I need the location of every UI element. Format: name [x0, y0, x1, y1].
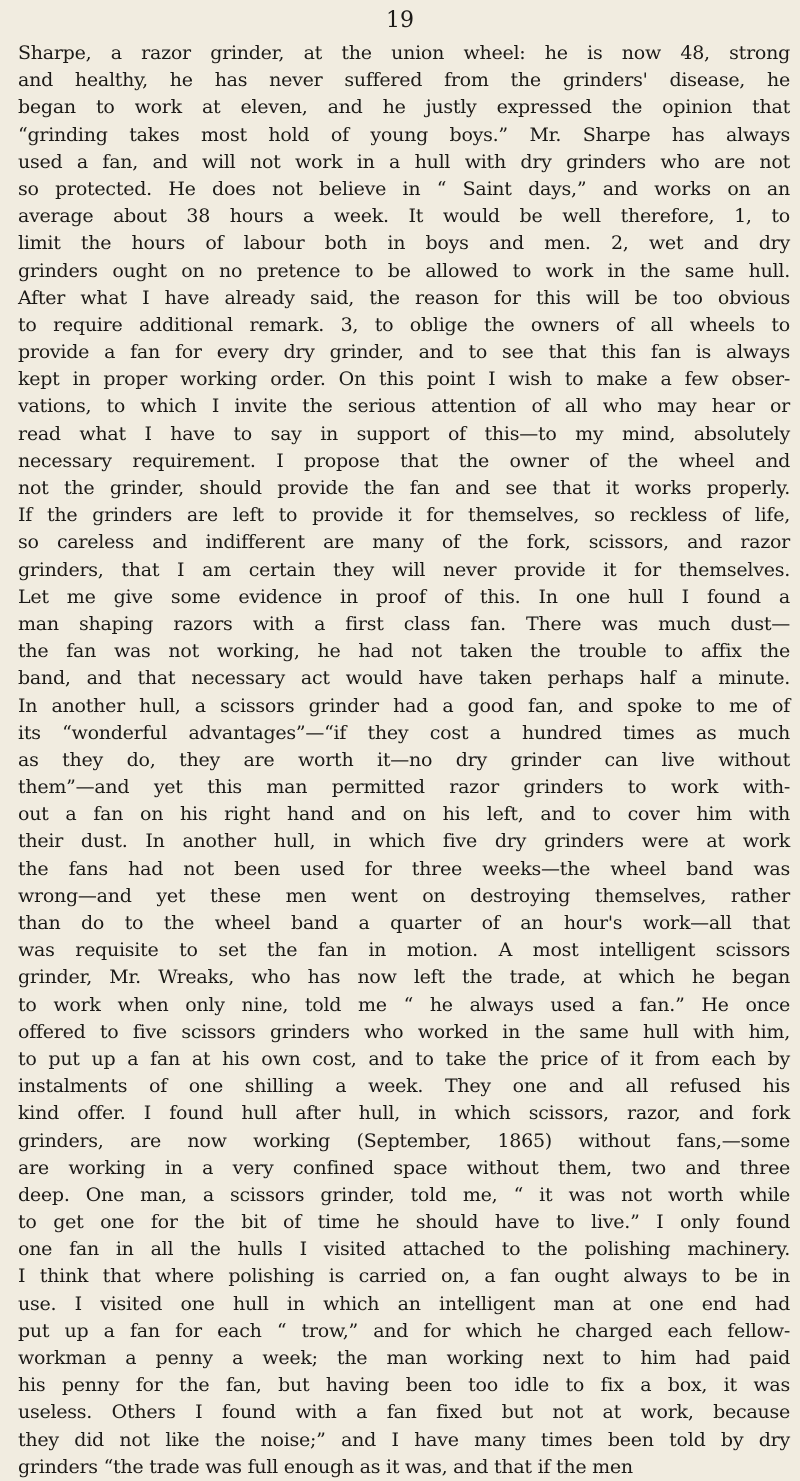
text-line: band, and that necessary act would have taken perhaps half a minute.: [18, 667, 790, 690]
text-line: began to work at eleven, and he justly expressed the opinion that: [18, 96, 790, 119]
text-line: to put up a fan at his own cost, and to take the price of it from each by: [18, 1047, 790, 1070]
text-line: grinder, Mr. Wreaks, who has now left the trade, at which he began: [18, 966, 790, 989]
text-line: so protected. He does not believe in “ Saint days,” and works on an: [18, 177, 790, 200]
text-line: kept in proper working order. On this point I wish to make a few obser-: [18, 368, 790, 391]
text-line: used a fan, and will not work in a hull with dry grinders who are not: [18, 150, 790, 173]
text-line: I think that where polishing is carried on, a fan ought always to be in: [18, 1265, 790, 1288]
text-line: grinders, are now working (September, 1865) without fans,—some: [18, 1129, 790, 1152]
text-line: than do to the wheel band a quarter of an hour's work—all that: [18, 912, 790, 934]
text-line: put up a fan for each “ trow,” and for which he charged each fellow-: [18, 1319, 790, 1342]
text-line: grinders “the trade was full enough as it was, and that if the men: [18, 1455, 633, 1478]
text-line: the fan was not working, he had not taken the trouble to affix the: [18, 640, 790, 663]
text-line: and healthy, he has never suffered from the grinders' disease, he: [18, 69, 790, 92]
page-number: 19: [386, 8, 414, 33]
text-line: necessary requirement. I propose that the owner of the wheel and: [18, 449, 790, 472]
text-line: kind offer. I found hull after hull, in which scissors, razor, and fork: [18, 1102, 790, 1125]
text-line: the fans had not been used for three weeks—the wheel band was: [18, 857, 790, 880]
text-line: his penny for the fan, but having been too idle to fix a box, it was: [18, 1374, 790, 1397]
text-line: After what I have already said, the reason for this will be too obvious: [18, 286, 790, 309]
text-line: “grinding takes most hold of young boys.” Mr. Sharpe has always: [18, 123, 790, 146]
text-line: them”—and yet this man permitted razor grinders to work with-: [18, 776, 790, 799]
text-line: not the grinder, should provide the fan and see that it works properly.: [18, 477, 790, 499]
text-line: deep. One man, a scissors grinder, told me, “ it was not worth while: [18, 1183, 790, 1206]
text-line: its “wonderful advantages”—“if they cost a hundred times as much: [18, 721, 790, 744]
text-line: their dust. In another hull, in which five dry grinders were at work: [18, 830, 790, 853]
text-line: was requisite to set the fan in motion. A most intelligent scissors: [18, 939, 790, 962]
text-line: vations, to which I invite the serious attention of all who may hear or: [18, 395, 790, 418]
text-line: grinders, that I am certain they will never provide it for themselves.: [18, 558, 790, 581]
text-line: workman a penny a week; the man working next to him had paid: [18, 1347, 790, 1369]
text-line: limit the hours of labour both in boys and men. 2, wet and dry: [18, 232, 790, 255]
body-text: [18, 40, 790, 1481]
text-line: useless. Others I found with a fan fixed but not at work, because: [18, 1401, 790, 1424]
text-line: average about 38 hours a week. It would be well therefore, 1, to: [18, 205, 790, 228]
text-line: In another hull, a scissors grinder had a good fan, and spoke to me of: [18, 694, 790, 717]
text-line: grinders ought on no pretence to be allowed to work in the same hull.: [18, 259, 790, 282]
text-line: to require additional remark. 3, to oblige the owners of all wheels to: [18, 313, 790, 336]
text-line: instalments of one shilling a week. They one and all refused his: [18, 1075, 790, 1098]
text-line: Let me give some evidence in proof of this. In one hull I found a: [18, 585, 790, 608]
text-line: Sharpe, a razor grinder, at the union wheel: he is now 48, strong: [18, 42, 790, 64]
text-line: out a fan on his right hand and on his left, and to cover him with: [18, 803, 790, 826]
text-line: to work when only nine, told me “ he always used a fan.” He once: [18, 993, 790, 1016]
text-line: read what I have to say in support of this—to my mind, absolutely: [18, 422, 790, 445]
text-line: so careless and indifferent are many of the fork, scissors, and razor: [18, 531, 790, 554]
text-line: If the grinders are left to provide it for themselves, so reckless of life,: [18, 504, 790, 527]
text-line: man shaping razors with a first class fan. There was much dust—: [18, 612, 790, 635]
text-line: use. I visited one hull in which an intelligent man at one end had: [18, 1292, 790, 1315]
text-line: are working in a very confined space without them, two and three: [18, 1156, 790, 1179]
text-line: wrong—and yet these men went on destroying themselves, rather: [18, 884, 790, 907]
text-line: one fan in all the hulls I visited attached to the polishing machinery.: [18, 1238, 790, 1261]
text-line: as they do, they are worth it—no dry grinder can live without: [18, 748, 790, 771]
text-line: offered to five scissors grinders who worked in the same hull with him,: [18, 1020, 790, 1043]
text-line: they did not like the noise;” and I have many times been told by dry: [18, 1428, 790, 1451]
text-line: provide a fan for every dry grinder, and to see that this fan is always: [18, 341, 790, 364]
text-line: to get one for the bit of time he should have to live.” I only found: [18, 1211, 790, 1234]
